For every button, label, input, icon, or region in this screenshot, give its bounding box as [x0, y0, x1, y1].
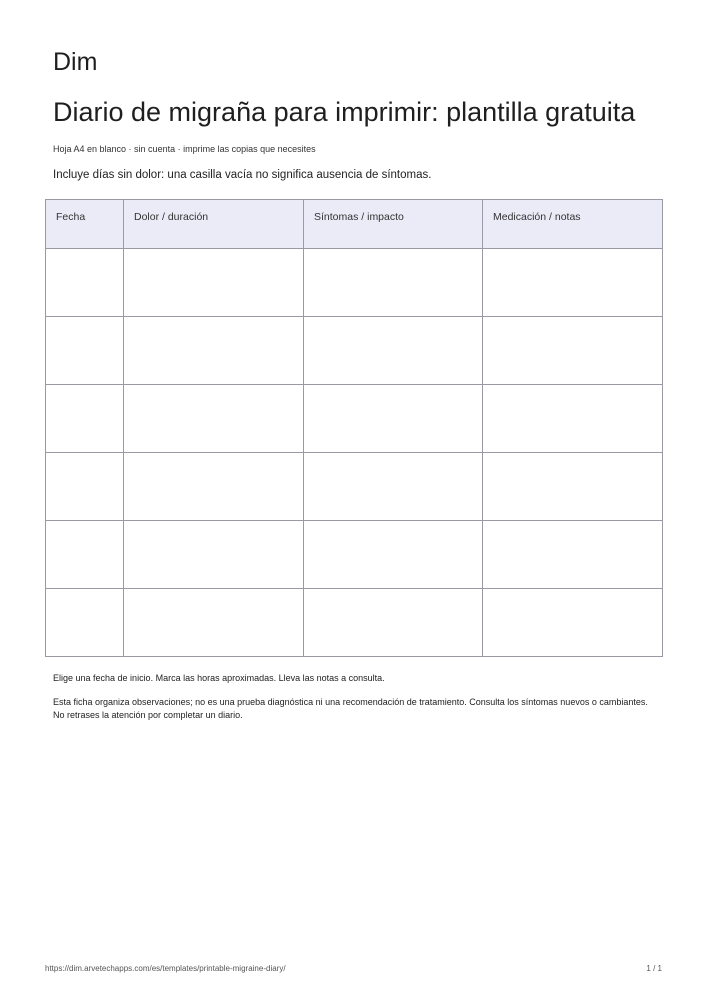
table-row: [46, 453, 663, 521]
table-cell: [124, 385, 304, 453]
table-cell: [483, 589, 663, 657]
table-cell: [304, 521, 483, 589]
table-cell: [304, 317, 483, 385]
table-cell: [46, 453, 124, 521]
intro-text: Incluye días sin dolor: una casilla vacía no significa ausencia de síntomas.: [53, 169, 432, 181]
page-title: Diario de migraña para imprimir: plantilla gratuita: [53, 97, 636, 127]
brand-name: Dim: [53, 48, 98, 76]
table-cell: [46, 249, 124, 317]
table-cell: [46, 385, 124, 453]
table-cell: [304, 453, 483, 521]
table-cell: [483, 385, 663, 453]
notes-section: [53, 672, 653, 733]
table-cell: [124, 317, 304, 385]
table-cell: [46, 521, 124, 589]
column-header-fecha: Fecha: [46, 200, 124, 249]
table-cell: [124, 521, 304, 589]
instructions-text: Elige una fecha de inicio. Marca las horas aproximadas. Lleva las notas a consulta.: [53, 673, 385, 683]
table-row: [46, 249, 663, 317]
table-row: [46, 521, 663, 589]
table-header-row: [46, 200, 663, 249]
column-header-sintomas-impacto: Síntomas / impacto: [304, 200, 483, 249]
table-cell: [483, 249, 663, 317]
table-cell: [124, 453, 304, 521]
column-header-dolor-duracion: Dolor / duración: [124, 200, 304, 249]
table-cell: [304, 589, 483, 657]
table-cell: [304, 249, 483, 317]
sheet-meta: Hoja A4 en blanco · sin cuenta · imprime las copias que necesites: [53, 144, 316, 154]
table-cell: [483, 317, 663, 385]
table-row: [46, 589, 663, 657]
table-cell: [304, 385, 483, 453]
table-cell: [46, 589, 124, 657]
column-header-medicacion-notas: Medicación / notas: [483, 200, 663, 249]
table-cell: [483, 521, 663, 589]
table-cell: [124, 589, 304, 657]
table-row: [46, 385, 663, 453]
table-cell: [124, 249, 304, 317]
table-row: [46, 317, 663, 385]
table-cell: [46, 317, 124, 385]
table-cell: [483, 453, 663, 521]
diary-table: [45, 199, 663, 657]
disclaimer-text: Esta ficha organiza observaciones; no es una prueba diagnóstica ni una recomendación de tratamiento. Consulta los síntomas nuevos o cambiantes. No retrases la atención por completar un diario.: [53, 697, 648, 720]
page-number: 1 / 1: [646, 964, 662, 973]
footer-url: https://dim.arvetechapps.com/es/templates/printable-migraine-diary/: [45, 964, 286, 973]
